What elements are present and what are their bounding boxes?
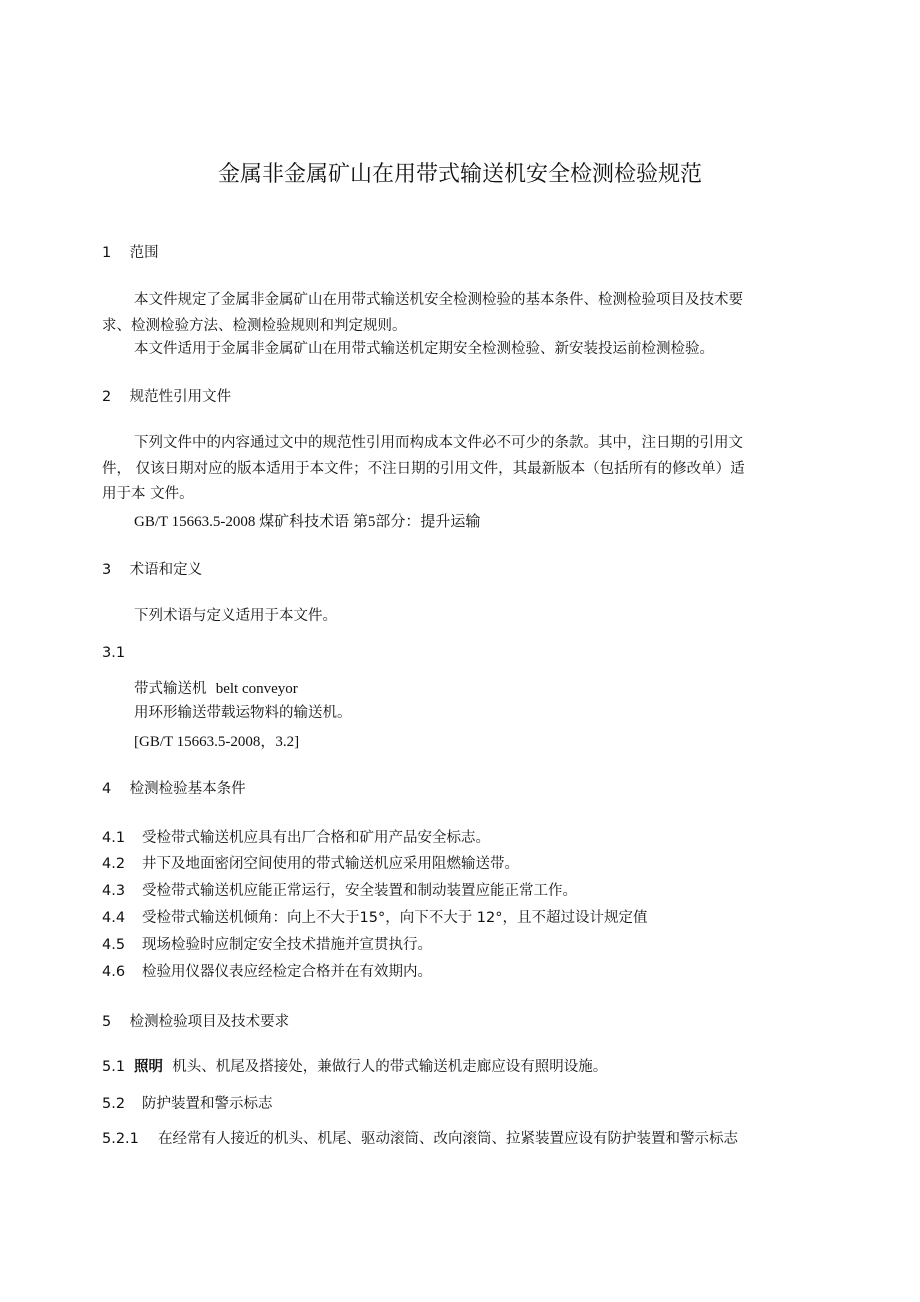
clause-number: 5.1 xyxy=(102,1059,126,1075)
section-number: 1 xyxy=(102,245,112,261)
section-title: 范围 xyxy=(129,245,159,261)
section-title: 规范性引用文件 xyxy=(129,389,232,405)
term-english: belt conveyor xyxy=(215,681,298,697)
clause-text: 检验用仪器仪表应经检定合格并在有效期内。 xyxy=(142,964,432,980)
clause xyxy=(102,935,432,955)
clause-title: 防护装置和警示标志 xyxy=(142,1096,273,1112)
clause-text: 在经常有人接近的机头、机尾、驱动滚筒、改向滚筒、拉紧装置应设有防护装置和警示标志 xyxy=(158,1131,738,1147)
clause-text: 现场检验时应制定安全技术措施并宣贯执行。 xyxy=(142,937,432,953)
paragraph: 求、检测检验方法、检测检验规则和判定规则。 xyxy=(102,318,407,334)
clause xyxy=(102,881,577,901)
section-title: 检测检验基本条件 xyxy=(129,781,246,797)
clause-title: 照明 xyxy=(134,1059,163,1075)
paragraph: 本文件适用于金属非金属矿山在用带式输送机定期安全检测检验、新安装投运前检测检验。 xyxy=(134,341,714,357)
clause-number: 4.2 xyxy=(102,856,126,872)
clause xyxy=(102,908,648,928)
normative-reference: GB/T 15663.5-2008 煤矿科技术语 第5部分：提升运输 xyxy=(134,514,481,530)
section-1-heading xyxy=(102,243,159,263)
section-5-heading xyxy=(102,1012,289,1032)
clause-number: 5.2.1 xyxy=(102,1131,139,1147)
clause-number: 5.2 xyxy=(102,1096,126,1112)
document-title: 金属非金属矿山在用带式输送机安全检测检验规范 xyxy=(217,162,702,187)
section-number: 5 xyxy=(102,1014,112,1030)
paragraph: 下列文件中的内容通过文中的规范性引用而构成本文件必不可少的条款。其中，注日期的引用文 xyxy=(134,435,743,451)
clause-number: 4.4 xyxy=(102,910,126,926)
definition: 用环形输送带载运物料的输送机。 xyxy=(134,705,352,721)
paragraph: 下列术语与定义适用于本文件。 xyxy=(134,608,337,624)
paragraph: 件， 仅该日期对应的版本适用于本文件；不注日期的引用文件，其最新版本（包括所有的修改单）适 xyxy=(102,461,745,477)
clause xyxy=(102,962,432,982)
clause-5-2-1 xyxy=(102,1129,738,1149)
clause-text: 受检带式输送机应具有出厂合格和矿用产品安全标志。 xyxy=(142,830,490,846)
section-3-heading xyxy=(102,560,202,580)
section-title: 检测检验项目及技术要求 xyxy=(129,1014,290,1030)
section-number: 2 xyxy=(102,389,112,405)
definition-source: [GB/T 15663.5-2008，3.2] xyxy=(134,734,300,750)
clause-text: 受检带式输送机应能正常运行，安全装置和制动装置应能正常工作。 xyxy=(142,883,577,899)
clause-5-2 xyxy=(102,1094,273,1114)
subsection-number: 3.1 xyxy=(102,645,126,661)
term-chinese: 带式输送机 xyxy=(134,681,207,697)
paragraph: 本文件规定了金属非金属矿山在用带式输送机安全检测检验的基本条件、检测检验项目及技术要 xyxy=(134,292,743,308)
clause-number: 4.6 xyxy=(102,964,126,980)
clause-text: 井下及地面密闭空间使用的带式输送机应采用阻燃输送带。 xyxy=(142,856,519,872)
clause-text: 受检带式输送机倾角：向上不大于15°，向下不大于 12°，且不超过设计规定值 xyxy=(142,910,648,926)
clause-text: 机头、机尾及搭接处，兼做行人的带式输送机走廊应设有照明设施。 xyxy=(172,1059,608,1075)
section-title: 术语和定义 xyxy=(129,562,203,578)
paragraph: 用于本 文件。 xyxy=(102,486,194,502)
section-number: 3 xyxy=(102,562,112,578)
section-2-heading xyxy=(102,387,231,407)
clause-5-1 xyxy=(102,1057,607,1077)
term xyxy=(134,679,298,699)
clause-number: 4.3 xyxy=(102,883,126,899)
clause xyxy=(102,854,519,874)
section-4-heading xyxy=(102,779,246,799)
clause-number: 4.1 xyxy=(102,830,126,846)
section-number: 4 xyxy=(102,781,112,797)
clause xyxy=(102,828,490,848)
clause-number: 4.5 xyxy=(102,937,126,953)
